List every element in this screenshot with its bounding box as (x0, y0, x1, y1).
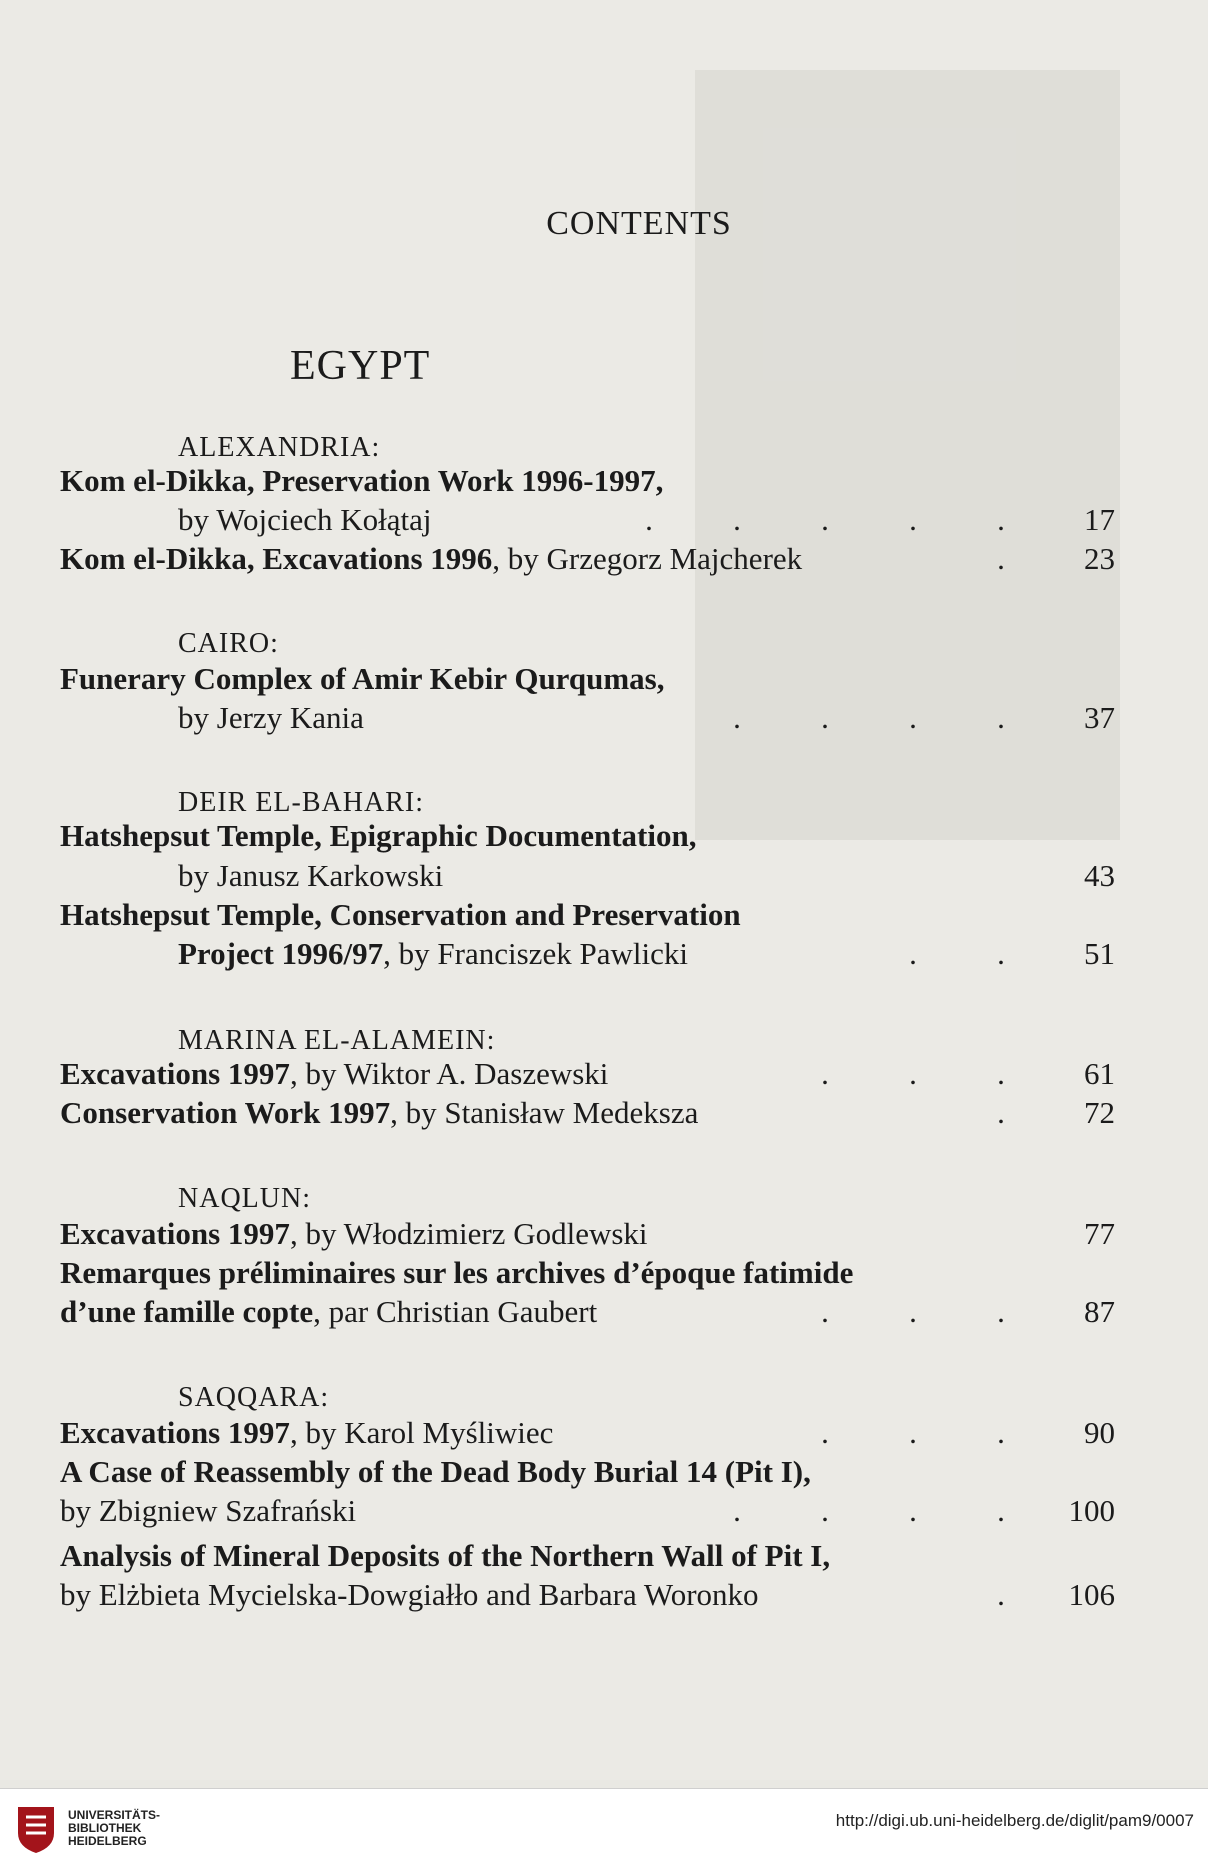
section-saqqara-heading: SAQQARA: (178, 1382, 330, 1413)
page-number: 106 (1068, 1577, 1115, 1612)
toc-entry-author-line: Project 1996/97, by Franciszek Pawlicki . . 51 (178, 936, 1115, 971)
page-number: 87 (1084, 1294, 1115, 1329)
section-alexandria-heading: ALEXANDRIA: (178, 432, 381, 463)
page-number: 17 (1084, 502, 1115, 537)
toc-entry-author-line: by Zbigniew Szafrański . . . . 100 (60, 1493, 1115, 1528)
toc-entry-title: Hatshepsut Temple, Conservation and Preservation (60, 897, 741, 932)
page-number: 100 (1068, 1493, 1115, 1528)
section-cairo-heading: CAIRO: (178, 628, 279, 659)
toc-entry-author-line: by Elżbieta Mycielska-Dowgiałło and Barbara Woronko . 106 (60, 1577, 1115, 1612)
toc-entry: Excavations 1997, by Włodzimierz Godlewski 77 (60, 1216, 1115, 1251)
toc-entry-title: Remarques préliminaires sur les archives d’époque fatimide (60, 1255, 854, 1290)
section-naqlun-heading: NAQLUN: (178, 1183, 311, 1214)
page-number: 77 (1084, 1216, 1115, 1251)
toc-entry-author-line: by Jerzy Kania . . . . 37 (178, 700, 1115, 735)
toc-entry-title: Kom el-Dikka, Preservation Work 1996-1997, (60, 463, 664, 498)
page-number: 90 (1084, 1415, 1115, 1450)
university-library-logo-icon (12, 1803, 60, 1855)
source-url[interactable]: http://digi.ub.uni-heidelberg.de/diglit/pam9/0007 (835, 1811, 1194, 1830)
page-number: 23 (1084, 541, 1115, 576)
toc-entry: Excavations 1997, by Karol Myśliwiec . . . 90 (60, 1415, 1115, 1450)
toc-entry-author-line: by Janusz Karkowski 43 (178, 858, 1115, 893)
toc-entry: Conservation Work 1997, by Stanisław Medeksza . 72 (60, 1095, 1115, 1130)
toc-entry-author-line: d’une famille copte, par Christian Gaubert . . . 87 (60, 1294, 1115, 1329)
toc-entry-title: Hatshepsut Temple, Epigraphic Documentation, (60, 818, 697, 853)
page-number: 51 (1084, 936, 1115, 971)
toc-entry: Excavations 1997, by Wiktor A. Daszewski . . . 61 (60, 1056, 1115, 1091)
viewer-footer (0, 1788, 1208, 1875)
toc-entry-title: Funerary Complex of Amir Kebir Qurqumas, (60, 661, 665, 696)
toc-entry-title: A Case of Reassembly of the Dead Body Burial 14 (Pit I), (60, 1454, 811, 1489)
toc-entry-author-line: by Wojciech Kołątaj . . . . . 17 (178, 502, 1115, 537)
toc-entry-title: Analysis of Mineral Deposits of the Northern Wall of Pit I, (60, 1538, 831, 1573)
contents-heading: CONTENTS (546, 205, 732, 242)
page-number: 43 (1084, 858, 1115, 893)
egypt-heading: EGYPT (290, 343, 431, 389)
page-number: 72 (1084, 1095, 1115, 1130)
page-number: 61 (1084, 1056, 1115, 1091)
library-logo-text: UNIVERSITÄTS- BIBLIOTHEK HEIDELBERG (68, 1808, 161, 1848)
page-number: 37 (1084, 700, 1115, 735)
section-deir-heading: DEIR EL-BAHARI: (178, 787, 424, 818)
toc-entry: Kom el-Dikka, Excavations 1996, by Grzegorz Majcherek . 23 (60, 541, 1115, 576)
section-marina-heading: MARINA EL-ALAMEIN: (178, 1025, 496, 1056)
